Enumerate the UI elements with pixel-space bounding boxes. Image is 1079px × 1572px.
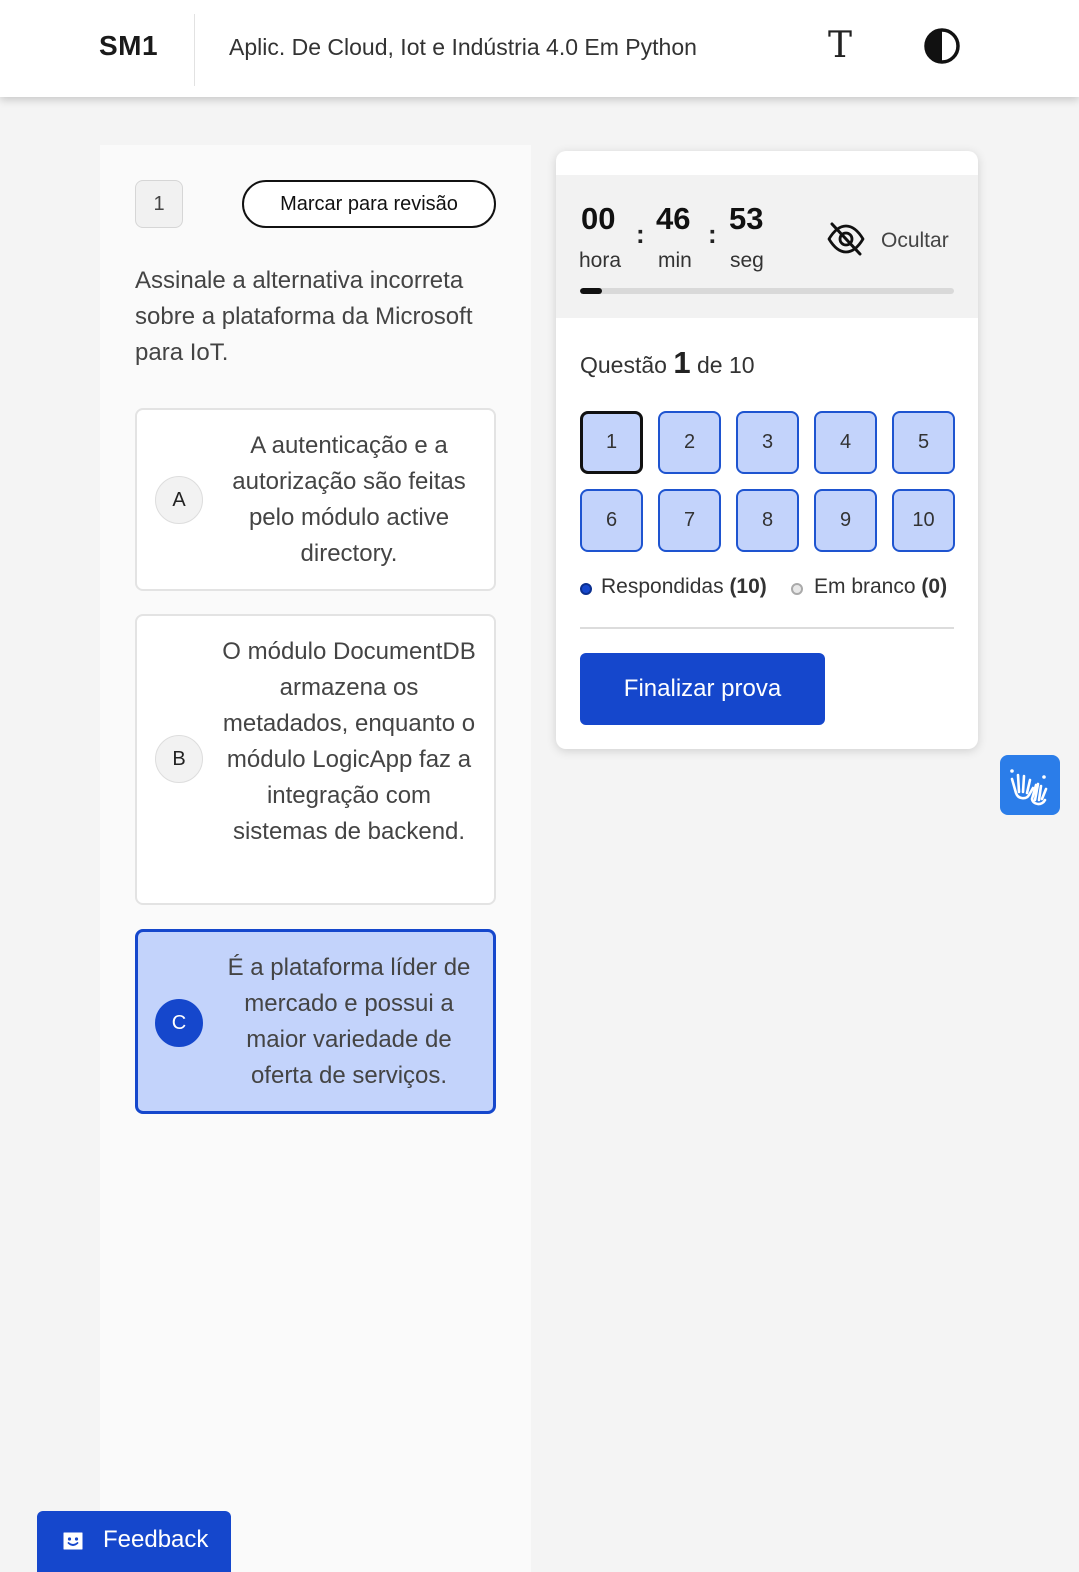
question-nav-button[interactable]: 5 — [892, 411, 955, 474]
timer-hours-label: hora — [579, 249, 622, 272]
mark-for-review-button[interactable]: Marcar para revisão — [242, 180, 496, 228]
counter-prefix: Questão — [580, 352, 667, 378]
contrast-icon[interactable] — [922, 26, 962, 66]
option-text: A autenticação e a autorização são feitas pelo módulo active directory. — [232, 432, 466, 567]
question-nav-button[interactable]: 7 — [658, 489, 721, 552]
blank-label: Em branco — [814, 575, 916, 598]
counter-total: 10 — [728, 352, 755, 378]
question-panel — [100, 145, 531, 1572]
option-letter: C — [155, 999, 203, 1047]
answered-count: (10) — [729, 575, 767, 598]
header-divider — [194, 14, 195, 86]
answered-dot-icon — [580, 583, 592, 595]
finish-exam-button[interactable]: Finalizar prova — [580, 653, 825, 725]
timer-minutes: 46 — [656, 201, 691, 236]
timer-minutes-label: min — [658, 249, 692, 272]
option-text: É a plataforma líder de mercado e possui a maior variedade de oferta de serviços. — [227, 954, 471, 1089]
timer-separator: : — [708, 219, 717, 249]
counter-middle: de — [696, 352, 723, 378]
question-nav-button[interactable]: 3 — [736, 411, 799, 474]
feedback-label: Feedback — [103, 1526, 209, 1553]
timer-progress-fill — [580, 288, 602, 294]
course-title: Aplic. De Cloud, Iot e Indústria 4.0 Em Python — [229, 34, 697, 60]
option-letter: B — [155, 735, 203, 783]
counter-current: 1 — [673, 345, 691, 380]
timer — [556, 175, 978, 318]
answered-label: Respondidas — [601, 575, 724, 598]
status-legend — [580, 575, 954, 603]
question-nav-button[interactable]: 6 — [580, 489, 643, 552]
option-letter: A — [155, 476, 203, 524]
card-divider — [580, 627, 954, 629]
sign-language-icon[interactable] — [1000, 755, 1060, 815]
question-navigator-grid — [580, 411, 954, 552]
timer-separator: : — [636, 219, 645, 249]
question-counter — [580, 345, 755, 381]
question-number-badge: 1 — [135, 180, 183, 228]
answered-legend — [601, 575, 767, 599]
question-nav-button[interactable]: 1 — [580, 411, 643, 474]
option-c-selected[interactable] — [135, 929, 496, 1114]
eye-off-icon[interactable] — [826, 219, 866, 259]
question-text: Assinale a alternativa incorreta sobre a plataforma da Microsoft para IoT. — [135, 267, 473, 366]
timer-seconds-label: seg — [730, 249, 764, 272]
option-b[interactable] — [135, 614, 496, 905]
option-text: O módulo DocumentDB armazena os metadados, enquanto o módulo LogicApp faz a integração com sistemas de backend. — [222, 638, 476, 845]
question-nav-button[interactable]: 4 — [814, 411, 877, 474]
timer-progress-bar — [580, 288, 954, 294]
hide-timer-label[interactable]: Ocultar — [881, 229, 949, 252]
exam-status-card — [556, 151, 978, 749]
question-nav-button[interactable]: 2 — [658, 411, 721, 474]
timer-hours: 00 — [581, 201, 616, 236]
blank-dot-icon — [791, 583, 803, 595]
blank-count: (0) — [921, 575, 948, 598]
question-nav-button[interactable]: 10 — [892, 489, 955, 552]
feedback-button[interactable] — [37, 1511, 231, 1572]
question-nav-button[interactable]: 8 — [736, 489, 799, 552]
blank-legend — [814, 575, 947, 599]
font-size-button[interactable]: T — [827, 25, 852, 66]
option-a[interactable] — [135, 408, 496, 591]
question-nav-button[interactable]: 9 — [814, 489, 877, 552]
logo: SM1 — [99, 30, 159, 61]
timer-seconds: 53 — [729, 201, 764, 236]
top-header — [0, 0, 1079, 97]
smiley-icon — [61, 1529, 85, 1553]
